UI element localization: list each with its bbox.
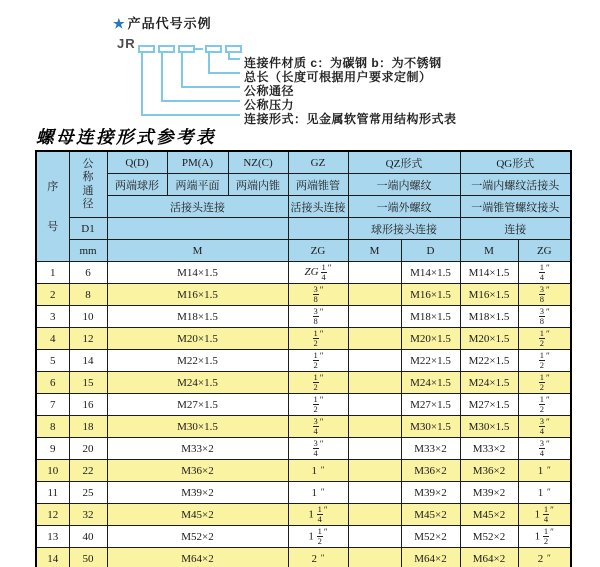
fraction: $\frac{1}{2}$ (543, 525, 549, 546)
gz-thread-cell (288, 350, 348, 372)
table-row (36, 350, 571, 372)
fraction: $\frac{3}{4}$ (539, 437, 545, 458)
header-row-4 (36, 218, 571, 240)
header-gz-desc: 两端锥管 (288, 174, 348, 196)
qg-m-cell: M64×2 (460, 548, 518, 567)
header-qz-m: M (348, 240, 401, 262)
dn-mm-cell: 16 (69, 394, 107, 416)
fraction: $\frac{1}{2}$ (539, 327, 545, 348)
label-total-length: 总长（长度可根据用户要求定制） (244, 70, 432, 84)
header-qg-m: M (460, 240, 518, 262)
serial-cell: 9 (36, 438, 69, 460)
header-union-connection: 活接头连接 (107, 196, 288, 218)
table-row (36, 394, 571, 416)
table-row (36, 372, 571, 394)
fraction: $\frac{1}{2}$ (539, 393, 545, 414)
qz-d-cell: M36×2 (401, 460, 460, 482)
header-qz-desc: 一端内螺纹 (348, 174, 460, 196)
label-connection-form: 连接形式：见金属软管常用结构形式表 (244, 112, 457, 126)
qz-m-cell (348, 482, 401, 504)
inch-mark: ″ (546, 372, 550, 383)
gz-thread-cell: 1 ″ (288, 460, 348, 482)
qg-m-cell: M52×2 (460, 526, 518, 548)
table-title: 螺母连接形式参考表 (36, 128, 216, 148)
table-row (36, 482, 571, 504)
inch-mark: ″ (546, 394, 550, 405)
qg-zg-cell (518, 262, 571, 284)
qg-m-cell: M39×2 (460, 482, 518, 504)
qz-m-cell (348, 328, 401, 350)
inch-mark: ″ (327, 262, 332, 273)
m-thread-cell: M22×1.5 (107, 350, 288, 372)
header-qg-desc: 一端内螺纹活接头 (460, 174, 571, 196)
header-nz: NZ(C) (228, 151, 288, 174)
inch-mark: ″ (546, 438, 550, 449)
inch-mark: ″ (546, 350, 550, 361)
table-row (36, 284, 571, 306)
fraction: $\frac{1}{2}$ (317, 525, 322, 546)
inch-mark: ″ (546, 306, 550, 317)
dn-mm-cell: 22 (69, 460, 107, 482)
fraction: $\frac{3}{4}$ (313, 415, 318, 436)
qz-m-cell (348, 350, 401, 372)
table-row (36, 526, 571, 548)
header-mm: mm (69, 240, 107, 262)
label-connector-material: 连接件材质 c：为碳钢 b：为不锈钢 (244, 56, 442, 70)
qz-d-cell: M52×2 (401, 526, 460, 548)
inch-mark: ″ (319, 328, 324, 339)
qg-zg-cell (518, 328, 571, 350)
dn-mm-cell: 32 (69, 504, 107, 526)
inch-mark: ″ (546, 416, 550, 427)
header-row-2 (36, 174, 571, 196)
serial-cell: 14 (36, 548, 69, 567)
code-box-2 (158, 45, 175, 53)
qg-m-cell: M20×1.5 (460, 328, 518, 350)
m-thread-cell: M30×1.5 (107, 416, 288, 438)
m-thread-cell: M20×1.5 (107, 328, 288, 350)
product-code-example-title (113, 13, 212, 32)
gz-thread-cell (288, 306, 348, 328)
header-qz-ball-connection: 球形接头连接 (348, 218, 460, 240)
inch-mark: ″ (319, 416, 324, 427)
serial-cell: 3 (36, 306, 69, 328)
m-thread-cell: M16×1.5 (107, 284, 288, 306)
qg-m-cell: M45×2 (460, 504, 518, 526)
qz-m-cell (348, 460, 401, 482)
header-qz-d: D (401, 240, 460, 262)
gz-thread-cell: 1 $\frac{1}{2}$ ″ (288, 526, 348, 548)
inch-mark: ″ (550, 526, 554, 537)
table-row (36, 262, 571, 284)
qg-zg-cell (518, 394, 571, 416)
qz-d-cell: M24×1.5 (401, 372, 460, 394)
qz-m-cell (348, 504, 401, 526)
inch-mark: ″ (319, 306, 324, 317)
zg-prefix: ZG (304, 266, 319, 279)
inch-mark: ″ (320, 552, 325, 563)
dn-mm-cell: 6 (69, 262, 107, 284)
header-d1: D1 (69, 218, 107, 240)
serial-cell: 7 (36, 394, 69, 416)
header-qg-zg: ZG (518, 240, 571, 262)
gz-thread-cell (288, 416, 348, 438)
gz-thread-cell: 1 ″ (288, 482, 348, 504)
dn-mm-cell: 20 (69, 438, 107, 460)
serial-cell: 6 (36, 372, 69, 394)
dn-mm-cell: 10 (69, 306, 107, 328)
qg-zg-cell (518, 284, 571, 306)
dn-mm-cell: 8 (69, 284, 107, 306)
dn-mm-cell: 25 (69, 482, 107, 504)
header-qz: QZ形式 (348, 151, 460, 174)
gz-thread-cell (288, 438, 348, 460)
header-qz-external-thread: 一端外螺纹 (348, 196, 460, 218)
inch-mark: ″ (319, 438, 324, 449)
inch-mark: ″ (319, 284, 324, 295)
fraction: $\frac{1}{2}$ (313, 371, 318, 392)
header-qg-connection: 连接 (460, 218, 571, 240)
qz-m-cell (348, 262, 401, 284)
header-row-5 (36, 240, 571, 262)
serial-cell: 4 (36, 328, 69, 350)
code-box-5 (225, 45, 242, 53)
fraction: $\frac{3}{8}$ (313, 305, 318, 326)
qz-d-cell: M30×1.5 (401, 416, 460, 438)
inch-mark: ″ (323, 526, 328, 537)
qz-m-cell (348, 526, 401, 548)
header-zg: ZG (288, 240, 348, 262)
qg-m-cell: M18×1.5 (460, 306, 518, 328)
product-code-prefix: JR (117, 36, 136, 51)
qg-m-cell: M14×1.5 (460, 262, 518, 284)
qg-zg-cell: 1 $\frac{1}{4}$ ″ (518, 504, 571, 526)
qg-m-cell: M36×2 (460, 460, 518, 482)
m-thread-cell: M24×1.5 (107, 372, 288, 394)
header-q-desc: 两端球形 (107, 174, 167, 196)
dn-mm-cell: 50 (69, 548, 107, 567)
code-box-1 (138, 45, 155, 53)
gz-thread-cell (288, 372, 348, 394)
fraction: $\frac{3}{8}$ (539, 283, 545, 304)
qg-m-cell: M33×2 (460, 438, 518, 460)
fraction: $\frac{3}{8}$ (539, 305, 545, 326)
inch-mark: ″ (319, 350, 324, 361)
serial-cell: 12 (36, 504, 69, 526)
inch-mark: ″ (323, 504, 328, 515)
code-box-3 (178, 45, 195, 53)
qz-m-cell (348, 306, 401, 328)
gz-thread-cell: 1 $\frac{1}{4}$ ″ (288, 504, 348, 526)
qg-zg-cell (518, 372, 571, 394)
inch-mark: ″ (547, 464, 551, 475)
serial-cell: 5 (36, 350, 69, 372)
header-nominal-diameter: 公称通径 (69, 151, 107, 218)
serial-cell: 2 (36, 284, 69, 306)
qg-zg-cell: 1 $\frac{1}{2}$ ″ (518, 526, 571, 548)
qg-zg-cell (518, 416, 571, 438)
dn-mm-cell: 14 (69, 350, 107, 372)
m-thread-cell: M14×1.5 (107, 262, 288, 284)
qz-d-cell: M20×1.5 (401, 328, 460, 350)
m-thread-cell: M18×1.5 (107, 306, 288, 328)
nut-connection-reference-table (35, 150, 572, 567)
header-qg: QG形式 (460, 151, 571, 174)
qz-d-cell: M22×1.5 (401, 350, 460, 372)
table-row (36, 548, 571, 567)
fraction: $\frac{1}{4}$ (543, 503, 549, 524)
header-row-3 (36, 196, 571, 218)
qz-d-cell: M14×1.5 (401, 262, 460, 284)
inch-mark: ″ (547, 552, 551, 563)
header-serial: 序号 (36, 151, 69, 262)
fraction: $\frac{1}{2}$ (313, 393, 318, 414)
m-thread-cell: M27×1.5 (107, 394, 288, 416)
fraction: $\frac{1}{4}$ (317, 503, 322, 524)
dn-mm-cell: 15 (69, 372, 107, 394)
serial-cell: 10 (36, 460, 69, 482)
table-row (36, 306, 571, 328)
qz-d-cell: M64×2 (401, 548, 460, 567)
dn-mm-cell: 12 (69, 328, 107, 350)
qz-m-cell (348, 416, 401, 438)
fraction: $\frac{3}{4}$ (539, 415, 545, 436)
qz-m-cell (348, 438, 401, 460)
code-box-4 (205, 45, 222, 53)
header-qg-taper-thread: 一端锥管螺纹接头 (460, 196, 571, 218)
gz-thread-cell (288, 394, 348, 416)
qz-d-cell: M16×1.5 (401, 284, 460, 306)
qg-m-cell: M27×1.5 (460, 394, 518, 416)
qg-zg-cell (518, 306, 571, 328)
qg-zg-cell (518, 438, 571, 460)
fraction: $\frac{1}{4}$ (321, 261, 326, 282)
inch-mark: ″ (319, 372, 324, 383)
gz-thread-cell (288, 284, 348, 306)
fraction: $\frac{1}{2}$ (313, 327, 318, 348)
header-gz-connection: 活接头连接 (288, 196, 348, 218)
m-thread-cell: M52×2 (107, 526, 288, 548)
qz-d-cell: M45×2 (401, 504, 460, 526)
fraction: $\frac{1}{2}$ (539, 349, 545, 370)
inch-mark: ″ (320, 486, 325, 497)
gz-thread-cell (288, 328, 348, 350)
qz-d-cell: M18×1.5 (401, 306, 460, 328)
qz-d-cell: M27×1.5 (401, 394, 460, 416)
table-row (36, 504, 571, 526)
label-nominal-pressure: 公称压力 (244, 98, 295, 112)
inch-mark: ″ (546, 262, 550, 273)
header-q: Q(D) (107, 151, 167, 174)
fraction: $\frac{1}{4}$ (539, 261, 545, 282)
m-thread-cell: M45×2 (107, 504, 288, 526)
inch-mark: ″ (546, 284, 550, 295)
qg-zg-cell: 1 ″ (518, 460, 571, 482)
qg-zg-cell: 2 ″ (518, 548, 571, 567)
header-gz: GZ (288, 151, 348, 174)
table-row (36, 328, 571, 350)
table-row (36, 438, 571, 460)
header-pm-desc: 两端平面 (167, 174, 228, 196)
m-thread-cell: M33×2 (107, 438, 288, 460)
qz-m-cell (348, 548, 401, 567)
qg-m-cell: M24×1.5 (460, 372, 518, 394)
inch-mark: ″ (320, 464, 325, 475)
inch-mark: ″ (550, 504, 554, 515)
m-thread-cell: M39×2 (107, 482, 288, 504)
qg-m-cell: M22×1.5 (460, 350, 518, 372)
star-icon: ★ (113, 16, 126, 31)
inch-mark: ″ (547, 486, 551, 497)
qg-m-cell: M16×1.5 (460, 284, 518, 306)
dn-mm-cell: 18 (69, 416, 107, 438)
qz-m-cell (348, 284, 401, 306)
fraction: $\frac{1}{2}$ (313, 349, 318, 370)
m-thread-cell: M36×2 (107, 460, 288, 482)
header-empty-2 (288, 218, 348, 240)
qz-m-cell (348, 372, 401, 394)
connector-line-form (141, 53, 240, 116)
table-row (36, 416, 571, 438)
header-row-1 (36, 151, 571, 174)
qz-d-cell: M33×2 (401, 438, 460, 460)
serial-cell: 8 (36, 416, 69, 438)
qg-m-cell: M30×1.5 (460, 416, 518, 438)
qz-m-cell (348, 394, 401, 416)
gz-thread-cell (288, 262, 348, 284)
table-row (36, 460, 571, 482)
header-pm: PM(A) (167, 151, 228, 174)
fraction: $\frac{3}{4}$ (313, 437, 318, 458)
serial-cell: 1 (36, 262, 69, 284)
fraction: $\frac{3}{8}$ (313, 283, 318, 304)
code-dash (195, 48, 203, 50)
inch-mark: ″ (319, 394, 324, 405)
m-thread-cell: M64×2 (107, 548, 288, 567)
dn-mm-cell: 40 (69, 526, 107, 548)
serial-cell: 13 (36, 526, 69, 548)
header-empty-1 (107, 218, 288, 240)
serial-cell: 11 (36, 482, 69, 504)
label-nominal-diameter: 公称通径 (244, 84, 295, 98)
product-code-example-label: 产品代号示例 (127, 16, 212, 31)
fraction: $\frac{1}{2}$ (539, 371, 545, 392)
qz-d-cell: M39×2 (401, 482, 460, 504)
gz-thread-cell: 2 ″ (288, 548, 348, 567)
inch-mark: ″ (546, 328, 550, 339)
qg-zg-cell: 1 ″ (518, 482, 571, 504)
header-nz-desc: 两端内锥 (228, 174, 288, 196)
header-m: M (107, 240, 288, 262)
qg-zg-cell (518, 350, 571, 372)
